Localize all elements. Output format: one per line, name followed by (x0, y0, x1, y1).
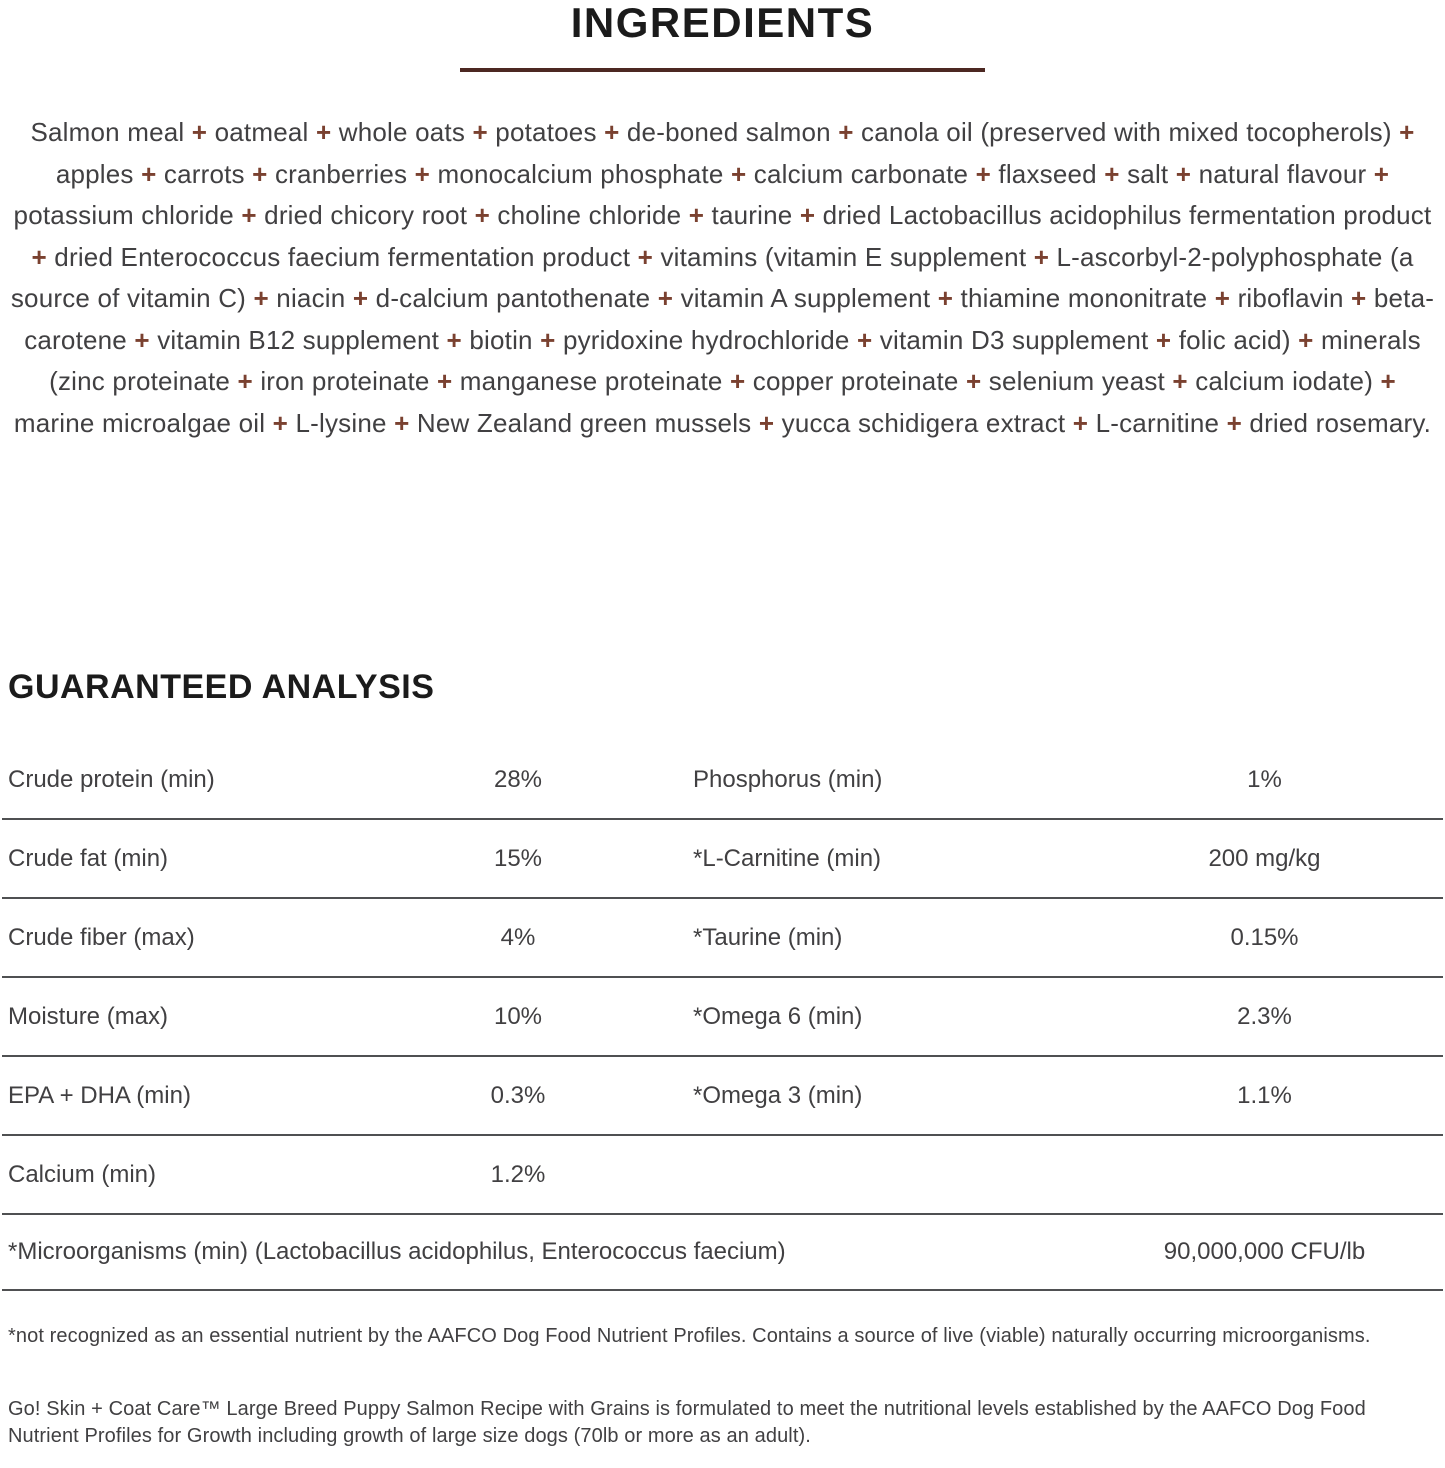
analysis-nutrient-value: 15% (493, 844, 543, 872)
analysis-nutrient-label: *Omega 6 (min) (693, 1002, 863, 1030)
analysis-nutrient-value: 10% (493, 1002, 543, 1030)
plus-separator: + (723, 158, 754, 189)
plus-separator: + (681, 200, 712, 230)
analysis-nutrient-value: 28% (493, 765, 543, 793)
plus-separator: + (1065, 407, 1096, 438)
title-underline (460, 68, 985, 72)
plus-separator: + (233, 200, 265, 230)
analysis-row (2, 741, 1443, 820)
analysis-nutrient-value: 0.3% (490, 1081, 546, 1109)
plus-separator: + (133, 158, 164, 189)
plus-separator: + (1207, 283, 1238, 313)
plus-separator: + (532, 324, 563, 355)
plus-separator: + (407, 158, 438, 189)
plus-separator: + (230, 366, 261, 396)
plus-separator: + (968, 158, 999, 189)
plus-separator: + (126, 324, 158, 355)
analysis-nutrient-label: Crude fat (min) (8, 844, 169, 872)
analysis-nutrient-value: 1.1% (1237, 1081, 1292, 1109)
analysis-nutrient-value: 2.3% (1237, 1002, 1292, 1030)
analysis-row (2, 820, 1443, 899)
plus-separator: + (308, 117, 339, 147)
analysis-row (2, 1057, 1443, 1136)
plus-separator: + (1148, 324, 1179, 355)
plus-separator: + (1096, 158, 1128, 189)
analysis-nutrient-label: *L-Carnitine (min) (693, 844, 882, 872)
plus-separator: + (465, 117, 496, 147)
plus-separator: + (345, 283, 376, 313)
analysis-row (2, 978, 1443, 1057)
plus-separator: + (1219, 407, 1250, 438)
plus-separator: + (467, 200, 498, 230)
plus-separator: + (596, 117, 627, 147)
plus-separator: + (31, 241, 55, 272)
plus-separator: + (1373, 366, 1396, 396)
ingredients-paragraph: Salmon meal + oatmeal + whole oats + potatoes + de-boned salmon + canola oil (preserved with mixed tocopherols) + apples + carrots + cranberries + monocalcium phosphate + calcium carbonate + flaxseed + salt + natural flavour + potassium chloride + dried chicory root + choline chloride + taurine + dried Lactobacillus acidophilus fermentation product + dried Enterococcus faecium fermentation product + vitamins (vitamin E supplement + L-ascorbyl-2-polyphosphate (a source of vitamin C) + niacin + d-calcium pantothenate + vitamin A supplement + thiamine mononitrate + riboflavin + beta-carotene + vitamin B12 supplement + biotin + pyridoxine hydrochloride + vitamin D3 supplement + folic acid) + minerals (zinc proteinate + iron proteinate + manganese proteinate + copper proteinate + selenium yeast + calcium iodate) + marine microalgae oil + L-lysine + New Zealand green mussels + yucca schidigera extract + L-carnitine + dried rosemary. (10, 117, 1435, 438)
plus-separator: + (244, 158, 275, 189)
analysis-nutrient-label: *Omega 3 (min) (693, 1081, 863, 1109)
plus-separator: + (429, 366, 460, 396)
plus-separator: + (792, 200, 823, 230)
analysis-nutrient-value: 90,000,000 CFU/lb (1163, 1238, 1366, 1265)
analysis-row-microorganisms (2, 1215, 1443, 1291)
guaranteed-analysis-table (2, 741, 1443, 1291)
analysis-nutrient-label: Moisture (max) (8, 1002, 169, 1030)
plus-separator: + (1391, 117, 1415, 147)
plus-separator: + (1366, 158, 1390, 189)
plus-separator: + (930, 283, 961, 313)
plus-separator: + (849, 324, 880, 355)
analysis-nutrient-value: 0.15% (1230, 923, 1299, 951)
plus-separator: + (958, 366, 989, 396)
analysis-nutrient-label: *Microorganisms (min) (Lactobacillus acidophilus, Enterococcus faecium) (8, 1238, 786, 1265)
guaranteed-analysis-title: GUARANTEED ANALYSIS (8, 668, 435, 706)
plus-separator: + (439, 324, 470, 355)
analysis-nutrient-label: Crude protein (min) (8, 765, 215, 793)
plus-separator: + (650, 283, 681, 313)
plus-separator: + (830, 117, 862, 147)
analysis-nutrient-value: 200 mg/kg (1208, 844, 1321, 872)
analysis-nutrient-value: 4% (500, 923, 536, 951)
plus-separator: + (751, 407, 782, 438)
plus-separator: + (184, 117, 215, 147)
analysis-row (2, 1136, 1443, 1215)
plus-separator: + (1343, 283, 1374, 313)
footnote-aafco-nutrient: *not recognized as an essential nutrient by the AAFCO Dog Food Nutrient Profiles. Contains a source of live (viable) naturally occurring microorganisms. (8, 1325, 1371, 1347)
plus-separator: + (1290, 324, 1321, 355)
analysis-row (2, 899, 1443, 978)
analysis-nutrient-label: Calcium (min) (8, 1160, 157, 1188)
plus-separator: + (722, 366, 753, 396)
analysis-nutrient-label: EPA + DHA (min) (8, 1081, 191, 1109)
analysis-nutrient-label: Crude fiber (max) (8, 923, 195, 951)
plus-separator: + (246, 283, 277, 313)
analysis-nutrient-label: *Taurine (min) (693, 923, 843, 951)
plus-separator: + (386, 407, 417, 438)
plus-separator: + (1168, 158, 1199, 189)
footnote-formulation-statement: Go! Skin + Coat Care™ Large Breed Puppy Salmon Recipe with Grains is formulated to meet the nutritional levels established by the AAFCO Dog Food Nutrient Profiles for Growth including growth of large size dogs (70lb or more as an adult). (8, 1398, 1366, 1447)
analysis-nutrient-value: 1% (1247, 765, 1282, 793)
plus-separator: + (630, 241, 661, 272)
plus-separator: + (1026, 241, 1057, 272)
analysis-nutrient-label: Phosphorus (min) (693, 765, 883, 793)
ingredients-title: INGREDIENTS (570, 0, 875, 46)
plus-separator: + (1164, 366, 1196, 396)
plus-separator: + (265, 407, 296, 438)
analysis-nutrient-value: 1.2% (490, 1160, 546, 1188)
